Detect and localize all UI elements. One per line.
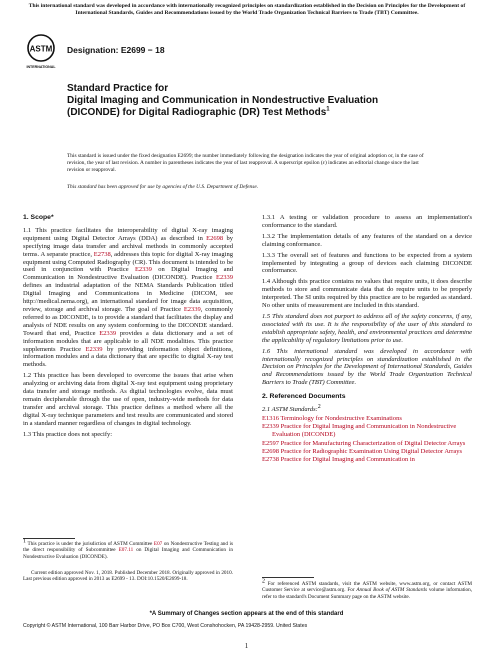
astm-standards-subheading: 2.1 ASTM Standards:2 [262,403,321,414]
footnote-1-edition: Current edition approved Nov. 1, 2018. Published December 2018. Originally approved in 2010. Last previous edition approved in 2013 as E2699 - 13. DOI:10.1520/E2699-18. [23,570,233,583]
issue-note: This standard is issued under the fixed designation E2699; the number immediately following the designation indicates the year of original adoption or, in the case of revision, the year of last revision. A number in parentheses indicates the year of last reapproval. A superscript epsilon (ε) indicates an editorial change since the last revision or reapproval. [67,153,424,173]
paragraph-1-3-3: 1.3.3 The overall set of features and functions to be expected from a system implemented by integrating a group of devices each claiming DICONDE conformance. [262,251,472,275]
title-footnote-marker: 1 [326,106,330,113]
footnote-rule-left [23,538,75,539]
paragraph-1-3: 1.3 This practice does not specify: [23,430,113,438]
page-number: 1 [244,642,249,650]
paragraph-1-6: 1.6 This international standard was developed in accordance with internationally recognized principles on standardization established in the Decision on Principles for the Development of International Standards, Guides and Recommendations issued by the World Trade Organization Technical Barriers to Trade (TBT) Committee. [262,347,472,387]
standards-notice: This international standard was developed in accordance with internationally recognized principles on standardization established in the Decision on Principles for the Development of International Standards, Guides and Recommendations issued by the World Trade Organization Technical Barriers to Trade (TBT) Committee. [28,3,466,16]
paragraph-1-3-1: 1.3.1 A testing or validation procedure to assess an implementation's conformance to the standard. [262,214,472,229]
paragraph-1-1: 1.1 This practice facilitates the interoperability of digital X-ray imaging equipment using Digital Detector Arrays (DDA) as described in E2698 by specifying image data transfer and archival methods in commonly accepted terms. A separate practice, E2738, addresses this topic for digital X-ray imaging equipment using Computed Radiography (CR). This document is intended to be used in conjunction with Practice E2339 on Digital Imaging and Communication in Nondestructive Evaluation (DICONDE). Practice E2339 defines an industrial adaptation of the NEMA Standards Publication titled Digital Imaging and Communications in Medicine (DICOM, see http://medical.nema.org), an international standard for image data acquisition, review, storage and archival storage. The goal of Practice E2339, commonly referred to as DICONDE, is to provide a standard that facilitates the display and analysis of NDE results on any system conforming to the DICONDE standard. Toward that end, Practice E2339 provides a data dictionary and a set of information modules that are applicable to all NDE modalities. This practice supplements Practice E2339 by providing information object definitions, information modules and a data dictionary that are specific to digital X-ray test methods. [23,226,233,369]
footnote-2: 2 For referenced ASTM standards, visit the ASTM website, www.astm.org, or contact ASTM Customer Service at service@astm.org. For Annual Book of ASTM Standards volume information, refer to the standard's Document Summary page on the ASTM website. [262,578,473,600]
ref-link-e2698[interactable]: E2698 [206,234,224,242]
reference-item[interactable]: E2339 Practice for Digital Imaging and Communication in Nondestructive Evaluation (DICONDE) [262,423,457,439]
footnote-1: 1 This practice is under the jurisdiction of ASTM Committee E07 on Nondestructive Testing and is the direct responsibility of Subcommittee E07.11 on Digital Imaging and Communication in Nondestructive Evaluation (DICONDE). [23,538,234,560]
ref-link-e2339[interactable]: E2339 [99,329,117,337]
title-type: Standard Practice for [67,83,169,94]
reference-item[interactable]: E2597 Practice for Manufacturing Characterization of Digital Detector Arrays [262,439,466,447]
ref-link-e2339[interactable]: E2339 [183,305,201,313]
title-block [67,83,427,119]
left-column [23,214,233,441]
paragraph-1-3-2: 1.3.2 The implementation details of any features of the standard on a device claiming conformance. [262,232,472,248]
paragraph-1-2: 1.2 This practice has been developed to overcome the issues that arise when analyzing or archiving data from digital X-ray test equipment using proprietary data transfer and storage methods. As digital technologies evolve, data must remain decipherable through the use of open, industry-wide methods for data transfer and archival storage. This practice defines a method where all the digital X-ray technique parameters and test results are communicated and stored in a standard manner regardless of changes in digital technology. [23,372,233,427]
svg-text:ASTM: ASTM [29,44,53,54]
designation: Designation: E2699 − 18 [67,45,165,55]
copyright-line: Copyright © ASTM International, 100 Barr Harbor Drive, PO Box C700, West Conshohocken, PA 19428-2959. United States [23,623,308,629]
summary-of-changes-note: *A Summary of Changes section appears at the end of this standard [149,611,344,617]
ref-link-e2339[interactable]: E2339 [134,266,152,274]
reference-item[interactable]: E1316 Terminology for Nondestructive Examinations [262,414,402,422]
paragraph-1-5: 1.5 This standard does not purport to address all of the safety concerns, if any, associated with its use. It is the responsibility of the user of this standard to establish appropriate safety, health, and environmental practices and determine the applicability of regulatory limitations prior to use. [262,312,472,344]
ref-link-e2339[interactable]: E2339 [85,345,103,353]
svg-text:INTERNATIONAL: INTERNATIONAL [26,65,56,69]
committee-link[interactable]: E07 [153,541,163,547]
references-heading: 2. Referenced Documents [262,393,346,401]
footnote-rule-right [262,577,314,578]
right-column [262,214,472,465]
subcommittee-link[interactable]: E07.11 [118,547,134,554]
astm-logo [26,33,56,71]
reference-list [262,415,472,464]
scope-heading: 1. Scope* [23,214,54,221]
approval-note: This standard has been approved for use by agencies of the U.S. Department of Defense. [67,184,259,190]
document-title: Digital Imaging and Communication in Nondestructive Evaluation (DICONDE) for Digital Radiographic (DR) Test Methods$^1$ [67,95,379,118]
ref-link-e2339[interactable]: E2339 [216,274,233,282]
ref-link-e2738[interactable]: E2738 [93,250,111,258]
reference-item[interactable]: E2738 Practice for Digital Imaging and Communication in [262,456,415,464]
reference-item[interactable]: E2698 Practice for Radiographic Examination Using Digital Detector Arrays [262,448,463,456]
paragraph-1-4: 1.4 Although this practice contains no values that require units, it does describe methods to store and communicate data that do require units to be properly interpreted. The SI units required by this practice are to be regarded as standard. No other units of measurement are included in this standard. [262,278,472,310]
